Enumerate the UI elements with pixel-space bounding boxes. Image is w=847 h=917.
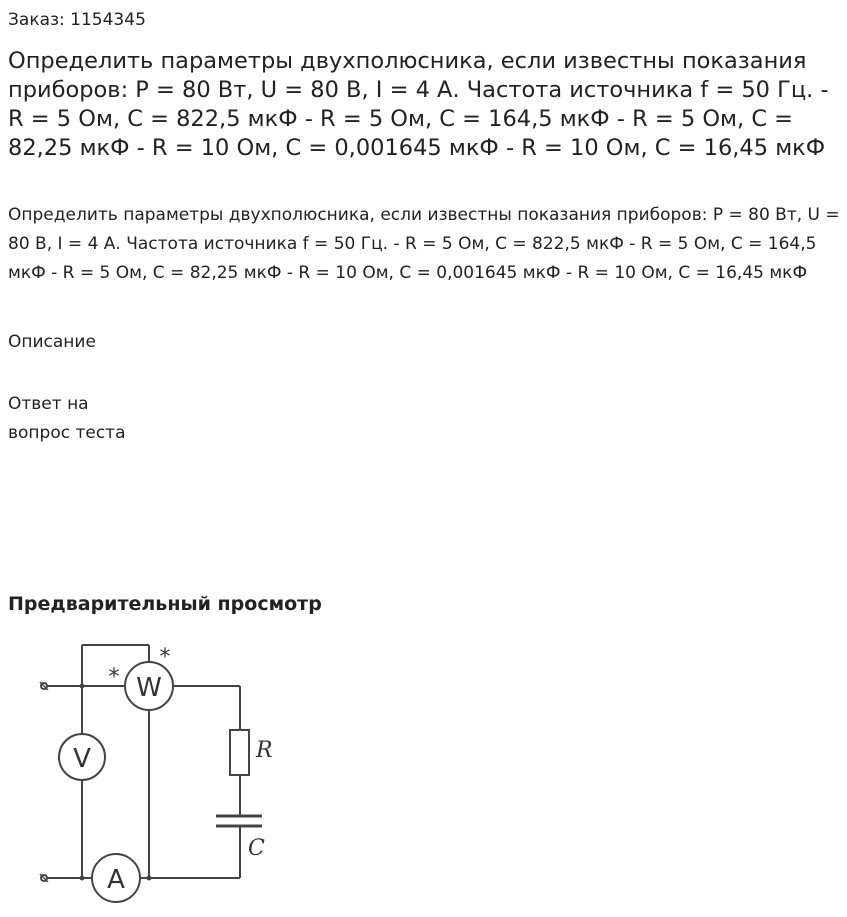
junction-dot <box>80 684 85 689</box>
junction-dot <box>80 876 85 881</box>
task-text: Определить параметры двухполюсника, если известны показания приборов: Р = 80 Вт, U = 80 В, I = 4 А. Частота источника f = 50 Гц. - R = 5 Ом, С = 822,5 мкФ - R = 5 Ом, С = 164,5 мкФ - R = 5 Ом, С = 82,25 мкФ - R = 10 Ом, С = 0,001645 мкФ - R = 10 Ом, С = 16,45 мкФ <box>8 205 840 283</box>
resistor-label: R <box>256 738 273 763</box>
current-coil-star: * <box>108 665 120 690</box>
junction-dot <box>147 876 152 881</box>
description-label: Описание <box>8 332 96 352</box>
order-number: Заказ: 1154345 <box>8 10 146 30</box>
page-title: Определить параметры двухполюсника, если известны показания приборов: Р = 80 Вт, U = 80 В, I = 4 А. Частота источника f = 50 Гц. - R = 5 Ом, С = 822,5 мкФ - R = 5 Ом, С = 164,5 мкФ - R = 5 Ом, С = 82,25 мкФ - R = 10 Ом, С = 0,001645 мкФ - R = 10 Ом, С = 16,45 мкФ <box>8 48 829 161</box>
preview-title: Предварительный просмотр <box>8 593 322 615</box>
capacitor-label: C <box>248 836 265 861</box>
voltmeter-label: V <box>73 744 91 774</box>
resistor-symbol <box>230 730 249 775</box>
answer-text: Ответ на вопрос теста <box>8 394 126 443</box>
ammeter-label: A <box>107 865 125 895</box>
wattmeter-label: W <box>136 673 162 703</box>
circuit-diagram <box>30 638 290 913</box>
voltage-coil-star: * <box>159 645 171 670</box>
